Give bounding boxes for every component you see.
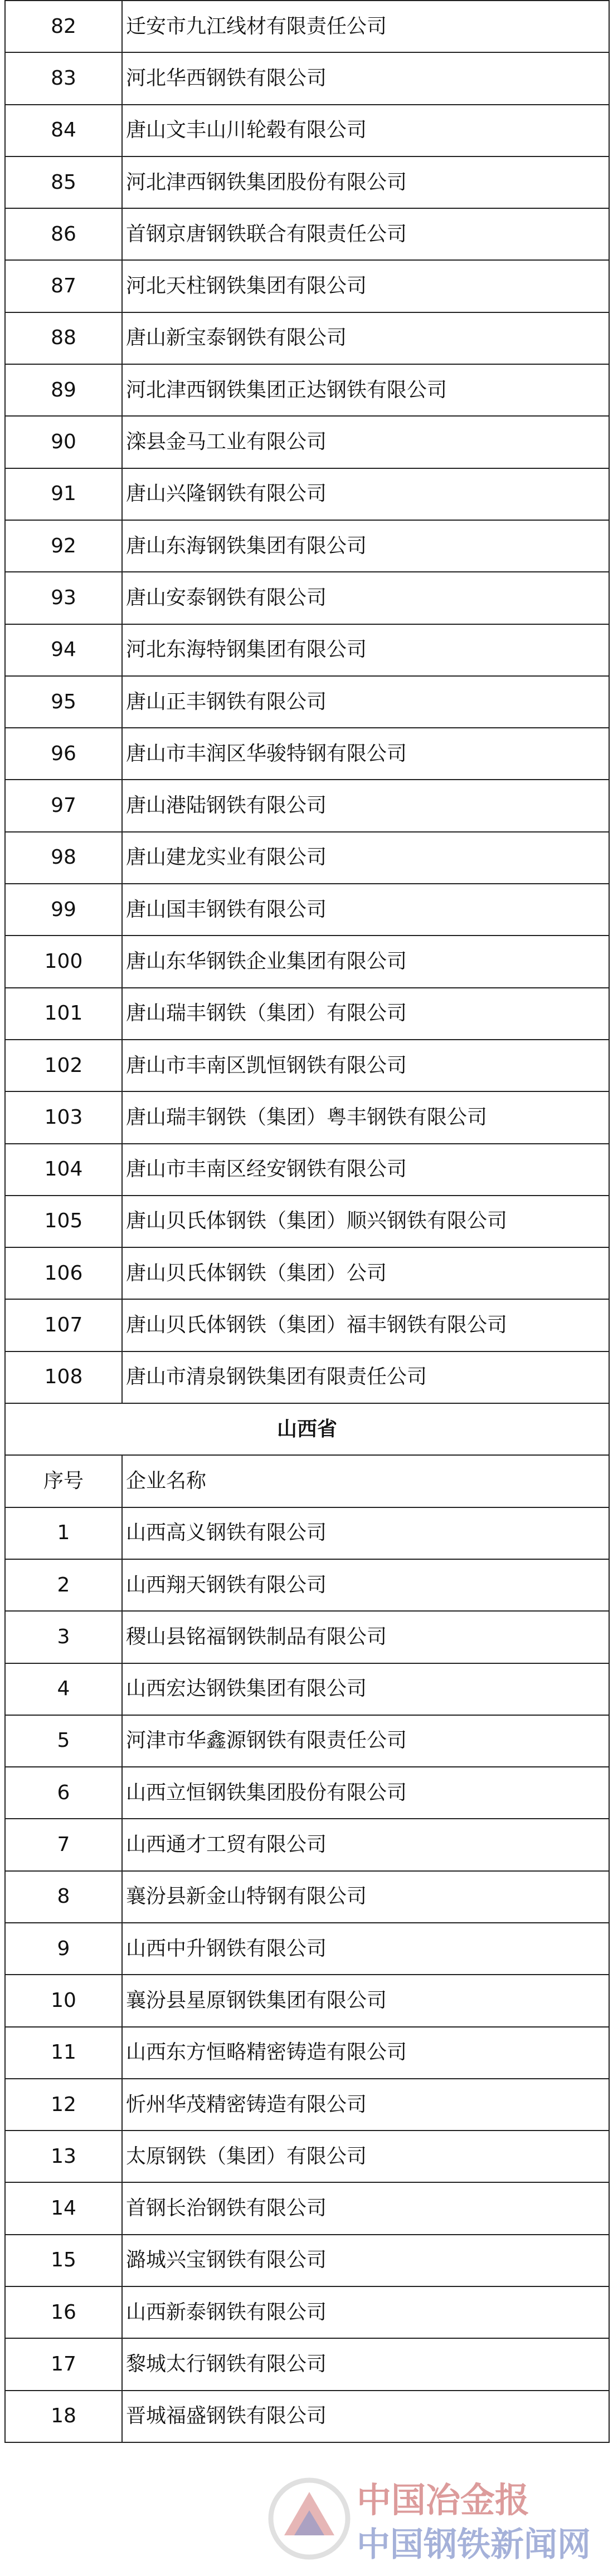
company-list-table-container [4,0,609,2443]
table-row [5,1091,609,1143]
table-row [5,1611,609,1663]
row-number-cell: 99 [5,884,122,936]
company-name-cell: 太原钢铁（集团）有限公司 [122,2131,609,2182]
company-name-cell: 山西中升钢铁有限公司 [122,1923,609,1975]
row-number-cell: 7 [5,1819,122,1870]
row-number-cell: 97 [5,780,122,831]
row-number-cell: 94 [5,624,122,676]
row-number-cell: 96 [5,728,122,780]
row-number-cell: 12 [5,2079,122,2131]
row-number-cell: 95 [5,676,122,728]
row-number-cell: 107 [5,1299,122,1351]
column-header-number: 序号 [5,1455,122,1507]
company-name-cell: 唐山东海钢铁集团有限公司 [122,520,609,572]
table-row [5,1975,609,2026]
table-row [5,884,609,936]
company-name-cell: 唐山贝氏体钢铁（集团）福丰钢铁有限公司 [122,1299,609,1351]
row-number-cell: 16 [5,2286,122,2338]
table-row [5,260,609,312]
row-number-cell: 105 [5,1196,122,1247]
table-row [5,1040,609,1091]
company-name-cell: 唐山兴隆钢铁有限公司 [122,468,609,520]
company-name-cell: 唐山正丰钢铁有限公司 [122,676,609,728]
table-row [5,1351,609,1403]
column-header-row [5,1455,609,1507]
company-list-table [4,0,610,2443]
table-row [5,156,609,208]
row-number-cell: 6 [5,1767,122,1819]
company-name-cell: 河北津西钢铁集团正达钢铁有限公司 [122,364,609,416]
company-name-cell: 唐山安泰钢铁有限公司 [122,572,609,624]
table-row [5,2286,609,2338]
company-name-cell: 唐山贝氏体钢铁（集团）顺兴钢铁有限公司 [122,1196,609,1247]
company-name-cell: 唐山瑞丰钢铁（集团）粤丰钢铁有限公司 [122,1091,609,1143]
company-list-body [5,1,609,2442]
row-number-cell: 91 [5,468,122,520]
company-name-cell: 唐山市丰南区凯恒钢铁有限公司 [122,1040,609,1091]
row-number-cell: 14 [5,2182,122,2234]
company-name-cell: 唐山市清泉钢铁集团有限责任公司 [122,1351,609,1403]
company-name-cell: 山西立恒钢铁集团股份有限公司 [122,1767,609,1819]
table-row [5,832,609,884]
row-number-cell: 3 [5,1611,122,1663]
company-name-cell: 唐山文丰山川轮毂有限公司 [122,105,609,156]
company-name-cell: 河北东海特钢集团有限公司 [122,624,609,676]
row-number-cell: 92 [5,520,122,572]
table-row [5,1923,609,1975]
company-name-cell: 河北天柱钢铁集团有限公司 [122,260,609,312]
table-row [5,1559,609,1611]
watermark-line2: 中国钢铁新闻网 [357,2525,591,2564]
row-number-cell: 102 [5,1040,122,1091]
company-name-cell: 山西通才工贸有限公司 [122,1819,609,1870]
company-name-cell: 襄汾县星原钢铁集团有限公司 [122,1975,609,2026]
row-number-cell: 100 [5,936,122,987]
row-number-cell: 4 [5,1663,122,1715]
row-number-cell: 108 [5,1351,122,1403]
company-name-cell: 唐山新宝泰钢铁有限公司 [122,312,609,364]
table-row [5,936,609,987]
row-number-cell: 101 [5,988,122,1040]
company-name-cell: 黎城太行钢铁有限公司 [122,2338,609,2390]
table-row [5,572,609,624]
row-number-cell: 90 [5,416,122,468]
company-name-cell: 山西东方恒略精密铸造有限公司 [122,2027,609,2079]
table-row [5,1715,609,1767]
company-name-cell: 晋城福盛钢铁有限公司 [122,2391,609,2442]
company-name-cell: 忻州华茂精密铸造有限公司 [122,2079,609,2131]
section-header-row [5,1403,609,1455]
section-title-shanxi: 山西省 [5,1403,609,1455]
table-row [5,1299,609,1351]
table-row [5,2235,609,2286]
newspaper-logo-icon [267,2477,351,2560]
row-number-cell: 89 [5,364,122,416]
company-name-cell: 滦县金马工业有限公司 [122,416,609,468]
row-number-cell: 9 [5,1923,122,1975]
row-number-cell: 103 [5,1091,122,1143]
row-number-cell: 88 [5,312,122,364]
row-number-cell: 83 [5,52,122,104]
company-name-cell: 唐山国丰钢铁有限公司 [122,884,609,936]
company-name-cell: 首钢长治钢铁有限公司 [122,2182,609,2234]
table-row [5,676,609,728]
table-row [5,364,609,416]
company-name-cell: 山西高义钢铁有限公司 [122,1507,609,1559]
table-row [5,2182,609,2234]
table-row [5,2131,609,2182]
table-row [5,1196,609,1247]
company-name-cell: 河北津西钢铁集团股份有限公司 [122,156,609,208]
table-row [5,1507,609,1559]
company-name-cell: 山西宏达钢铁集团有限公司 [122,1663,609,1715]
company-name-cell: 山西新泰钢铁有限公司 [122,2286,609,2338]
row-number-cell: 18 [5,2391,122,2442]
watermark-line1: 中国冶金报 [357,2480,530,2520]
table-row [5,208,609,260]
row-number-cell: 10 [5,1975,122,2026]
table-row [5,1663,609,1715]
table-row [5,468,609,520]
company-name-cell: 唐山瑞丰钢铁（集团）有限公司 [122,988,609,1040]
table-row [5,1871,609,1923]
table-row [5,1819,609,1870]
row-number-cell: 106 [5,1247,122,1299]
row-number-cell: 1 [5,1507,122,1559]
row-number-cell: 82 [5,1,122,52]
row-number-cell: 15 [5,2235,122,2286]
table-row [5,1247,609,1299]
table-row [5,105,609,156]
table-row [5,1,609,52]
watermark [267,2467,613,2576]
company-name-cell: 首钢京唐钢铁联合有限责任公司 [122,208,609,260]
table-row [5,1144,609,1196]
row-number-cell: 86 [5,208,122,260]
row-number-cell: 93 [5,572,122,624]
company-name-cell: 唐山市丰南区经安钢铁有限公司 [122,1144,609,1196]
table-row [5,2391,609,2442]
table-row [5,780,609,831]
table-row [5,520,609,572]
table-row [5,2338,609,2390]
row-number-cell: 84 [5,105,122,156]
table-row [5,2079,609,2131]
company-name-cell: 河北华西钢铁有限公司 [122,52,609,104]
table-row [5,2027,609,2079]
company-name-cell: 迁安市九江线材有限责任公司 [122,1,609,52]
company-name-cell: 唐山港陆钢铁有限公司 [122,780,609,831]
table-row [5,624,609,676]
row-number-cell: 104 [5,1144,122,1196]
company-name-cell: 唐山市丰润区华骏特钢有限公司 [122,728,609,780]
row-number-cell: 87 [5,260,122,312]
company-name-cell: 稷山县铭福钢铁制品有限公司 [122,1611,609,1663]
table-row [5,52,609,104]
table-row [5,1767,609,1819]
row-number-cell: 85 [5,156,122,208]
company-name-cell: 潞城兴宝钢铁有限公司 [122,2235,609,2286]
company-name-cell: 唐山贝氏体钢铁（集团）公司 [122,1247,609,1299]
company-name-cell: 襄汾县新金山特钢有限公司 [122,1871,609,1923]
row-number-cell: 98 [5,832,122,884]
row-number-cell: 13 [5,2131,122,2182]
table-row [5,416,609,468]
column-header-company: 企业名称 [122,1455,609,1507]
row-number-cell: 11 [5,2027,122,2079]
company-name-cell: 山西翔天钢铁有限公司 [122,1559,609,1611]
table-row [5,988,609,1040]
company-name-cell: 河津市华鑫源钢铁有限责任公司 [122,1715,609,1767]
row-number-cell: 17 [5,2338,122,2390]
row-number-cell: 5 [5,1715,122,1767]
row-number-cell: 8 [5,1871,122,1923]
row-number-cell: 2 [5,1559,122,1611]
table-row [5,728,609,780]
company-name-cell: 唐山东华钢铁企业集团有限公司 [122,936,609,987]
company-name-cell: 唐山建龙实业有限公司 [122,832,609,884]
table-row [5,312,609,364]
